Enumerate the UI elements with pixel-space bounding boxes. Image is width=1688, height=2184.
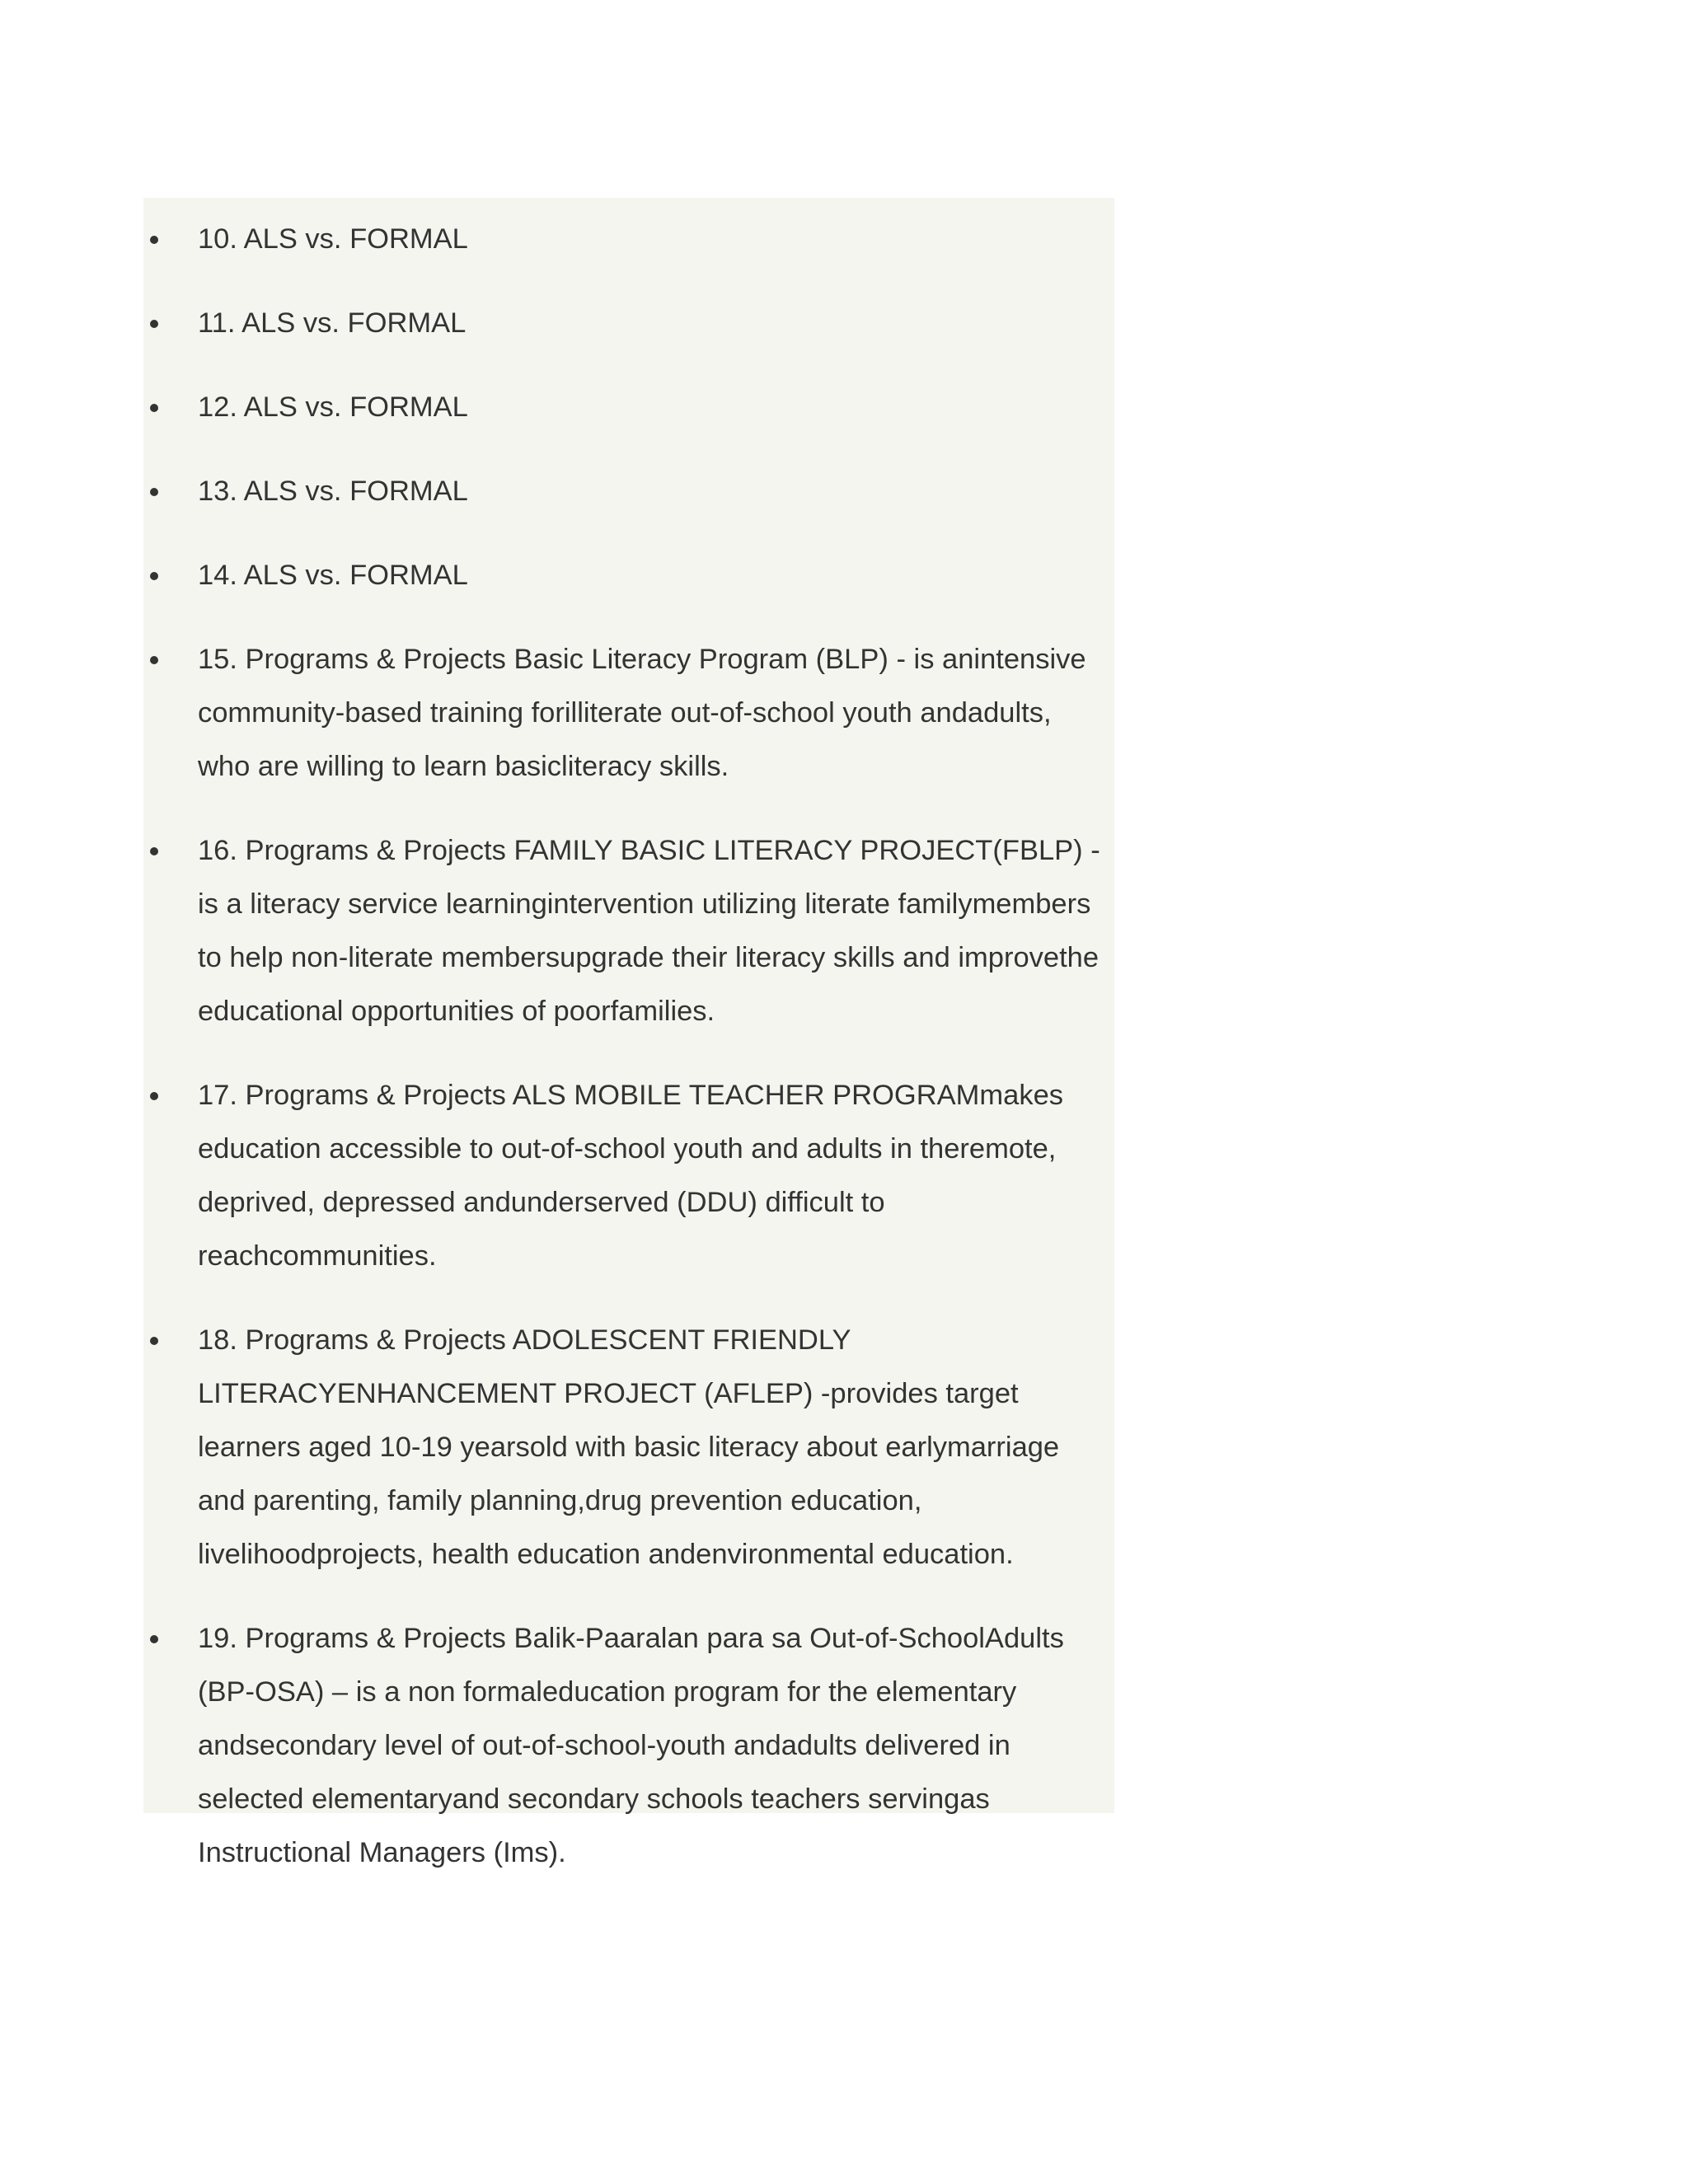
content-panel — [143, 198, 1114, 1868]
list-item — [143, 381, 1114, 434]
slide-list — [143, 213, 1114, 1910]
list-item-text: 14. ALS vs. FORMAL — [198, 560, 468, 591]
list-item-text: 12. ALS vs. FORMAL — [198, 391, 468, 423]
bullet-icon — [150, 320, 158, 328]
list-item-text: 10. ALS vs. FORMAL — [198, 223, 468, 255]
list-item-text: 18. Programs & Projects ADOLESCENT FRIENDLY LITERACYENHANCEMENT PROJECT (AFLEP) -provides target learners aged 10-19 yearsold with basic literacy about earlymarriage and parenting, family planning,drug prevention education, livelihoodprojects, health education andenvironmental education. — [198, 1324, 1060, 1570]
list-item-text: 11. ALS vs. FORMAL — [198, 307, 467, 339]
list-item — [143, 633, 1114, 794]
bullet-icon — [150, 847, 158, 855]
list-item — [143, 1612, 1114, 1880]
bullet-icon — [150, 1635, 158, 1643]
list-item-text: 17. Programs & Projects ALS MOBILE TEACHER PROGRAMmakes education accessible to out-of-school youth and adults in theremote, deprived, depressed andunderserved (DDU) difficult to reachcommunities. — [198, 1080, 1064, 1272]
bullet-icon — [150, 572, 158, 580]
list-item-text: 13. ALS vs. FORMAL — [198, 476, 468, 507]
list-item — [143, 1314, 1114, 1582]
bullet-icon — [150, 236, 158, 244]
bullet-icon — [150, 488, 158, 496]
list-item — [143, 824, 1114, 1038]
list-item-text: 15. Programs & Projects Basic Literacy Program (BLP) - is anintensive community-based training forilliterate out-of-school youth andadults, who are willing to learn basicliteracy skills. — [198, 644, 1086, 782]
bullet-icon — [150, 1092, 158, 1100]
bullet-icon — [150, 1337, 158, 1345]
list-item-text: 16. Programs & Projects FAMILY BASIC LITERACY PROJECT(FBLP) - is a literacy service learningintervention utilizing literate familymembers to help non-literate membersupgrade their literacy skills and improvethe educational opportunities of poorfamilies. — [198, 835, 1100, 1027]
list-item — [143, 549, 1114, 602]
list-item-text: 19. Programs & Projects Balik-Paaralan para sa Out-of-SchoolAdults (BP-OSA) – is a non formaleducation program for the elementary andsecondary level of out-of-school-youth andadults delivered in selected elementaryand secondary schools teachers servingas Instructional Managers (Ims). — [198, 1623, 1064, 1868]
list-item — [143, 465, 1114, 518]
bullet-icon — [150, 404, 158, 412]
list-item — [143, 213, 1114, 266]
bullet-icon — [150, 656, 158, 664]
list-item — [143, 297, 1114, 350]
list-item — [143, 1069, 1114, 1283]
